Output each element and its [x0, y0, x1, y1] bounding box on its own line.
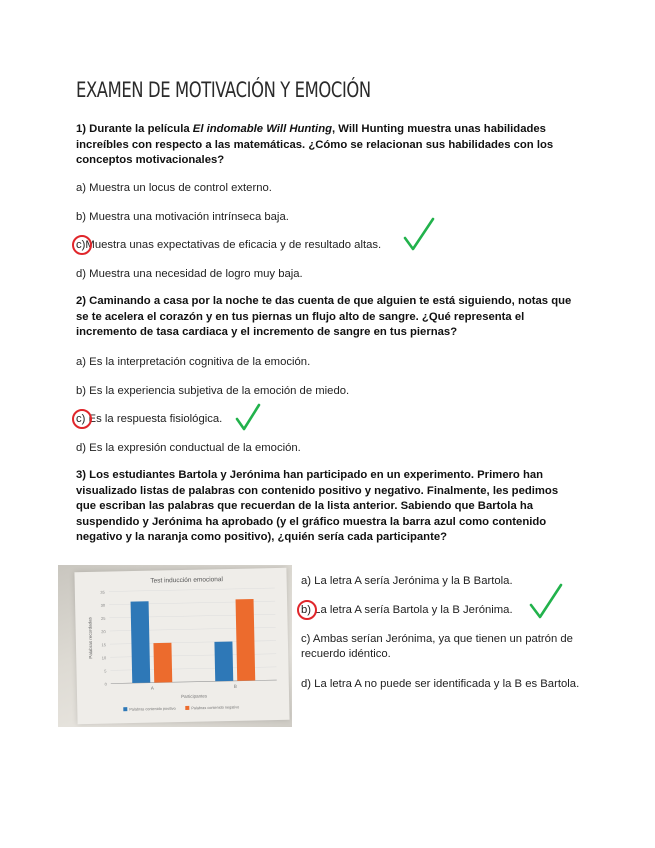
y-tick-label: 30	[100, 602, 106, 608]
x-tick-label: B	[233, 683, 237, 689]
q1-option-c[interactable]	[76, 238, 381, 253]
y-tick-label: 5	[104, 668, 107, 674]
option-letter	[76, 238, 85, 253]
option-text: Ambas serían Jerónima, ya que tienen un patrón de recuerdo idéntico.	[301, 633, 573, 660]
red-circle-mark	[297, 600, 317, 620]
red-circle-mark	[72, 235, 92, 255]
bar-palabras-contenido-positivo-a	[131, 601, 151, 683]
y-tick-label: 10	[101, 655, 107, 661]
y-tick-label: 25	[100, 615, 106, 621]
q3-option-b[interactable]	[301, 603, 513, 618]
option-letter	[76, 412, 85, 427]
legend-swatch	[123, 707, 127, 711]
q2-option-c[interactable]	[76, 412, 222, 427]
option-text: Es la respuesta fisiológica.	[85, 413, 223, 425]
y-tick-label: 15	[101, 642, 107, 648]
question-1	[76, 122, 581, 169]
option-letter-text: c)	[76, 239, 86, 251]
y-tick-label: 20	[101, 629, 106, 635]
q2-option-b[interactable]	[76, 384, 349, 399]
question-3: 3) Los estudiantes Bartola y Jerónima han participado en un experimento. Primero han visualizado listas de palabras con contenido positivo y negativo. Finalmente, les pedimos que escriban las palabras que recuerdan de la lista anterior. Sabiendo que Bartola ha suspendido y Jerónima ha aprobado (y el gráfico muestra la barra azul como contenido negativo y la naranja como positivo), ¿quién sería cada participante?	[76, 469, 559, 543]
option-letter: b)	[76, 211, 87, 223]
option-letter: d)	[76, 442, 87, 454]
gridline	[109, 588, 275, 591]
option-text: Es la experiencia subjetiva de la emoción de miedo.	[86, 385, 350, 397]
option-letter: c)	[301, 633, 311, 645]
option-text: La letra A sería Bartola y la B Jerónima.	[311, 604, 513, 616]
option-text: Muestra un locus de control externo.	[86, 182, 272, 194]
legend-label: Palabras contenido negativo	[191, 705, 240, 711]
question-1-suffix: , Will Hunting muestra unas habilidades increíbles con respecto a las matemáticas. ¿Cómo se relacionan sus habilidades con los conceptos motivacionales?	[76, 123, 554, 166]
question-1-film-title: El indomable Will Hunting	[192, 123, 333, 135]
chart-card	[74, 568, 289, 724]
option-letter: a)	[76, 356, 87, 368]
option-text: Es la interpretación cognitiva de la emoción.	[86, 356, 311, 368]
option-letter: b)	[76, 385, 87, 397]
y-tick-label: 0	[104, 681, 107, 687]
bar-chart	[74, 568, 289, 724]
q2-option-a[interactable]	[76, 355, 310, 370]
q3-option-d[interactable]	[301, 677, 581, 692]
q2-option-d[interactable]	[76, 441, 301, 456]
option-letter-text: c)	[76, 413, 86, 425]
option-text: Muestra una motivación intrínseca baja.	[86, 211, 289, 223]
q3-option-c[interactable]	[301, 632, 591, 662]
option-letter-text: b)	[301, 604, 312, 616]
option-letter: a)	[301, 575, 312, 587]
legend-swatch	[185, 706, 189, 710]
green-check-icon	[234, 402, 262, 432]
chart-title: Test inducción emocional	[150, 576, 224, 585]
x-tick-label: A	[150, 685, 154, 691]
option-letter: d)	[76, 268, 87, 280]
x-axis-label: Participantes	[180, 693, 208, 700]
option-text: Muestra una necesidad de logro muy baja.	[86, 268, 303, 280]
option-letter	[301, 603, 311, 618]
question-2: 2) Caminando a casa por la noche te das cuenta de que alguien te está siguiendo, notas que se te acelera el corazón y en tus piernas un flujo alto de sangre. ¿Qué representa el incremento de tasa cardiaca y el incremento de sangre en tus piernas?	[76, 295, 572, 338]
y-tick-label: 35	[100, 589, 105, 595]
q1-option-b[interactable]	[76, 210, 289, 225]
q3-option-a[interactable]	[301, 574, 513, 589]
exam-title: EXAMEN DE MOTIVACIÓN Y EMOCIÓN	[76, 78, 371, 102]
green-check-icon	[402, 216, 436, 252]
q1-option-a[interactable]	[76, 181, 272, 196]
option-letter: a)	[76, 182, 87, 194]
bar-palabras-contenido-negativo-a	[153, 643, 172, 683]
option-letter: d)	[301, 678, 312, 690]
legend-label: Palabras contenido positivo	[129, 706, 176, 712]
option-text: Muestra unas expectativas de eficacia y de resultado altas.	[85, 239, 382, 251]
option-text: La letra A sería Jerónima y la B Bartola.	[311, 575, 513, 587]
green-check-icon	[528, 582, 564, 620]
red-circle-mark	[72, 409, 92, 429]
bar-palabras-contenido-positivo-b	[214, 642, 233, 682]
chart-photo	[58, 565, 292, 727]
q1-option-d[interactable]	[76, 267, 303, 282]
y-axis-label: Palabras recordadas	[87, 617, 94, 659]
option-text: La letra A no puede ser identificada y la B es Bartola.	[311, 678, 580, 690]
bar-palabras-contenido-negativo-b	[236, 599, 256, 681]
question-1-prefix: 1) Durante la película	[76, 123, 193, 135]
option-text: Es la expresión conductual de la emoción.	[86, 442, 301, 454]
